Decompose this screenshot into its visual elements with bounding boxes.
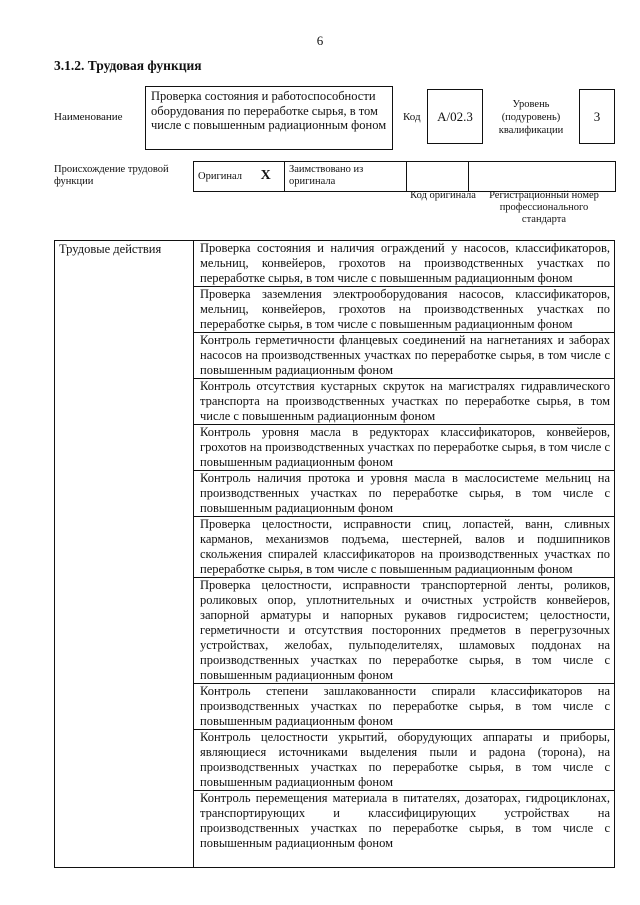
- labor-action-item: Проверка целостности, исправности спиц, лопастей, ванн, сливных карманов, механизмов подъема, шестерней, валов и подшипников скольжения спиралей классификаторов на производственных участках по переработке сырья, в том числе с повышенным радиационным фоном: [194, 517, 614, 578]
- labor-action-item: Контроль герметичности фланцевых соединений на нагнетаниях и заборах насосов на производственных участках по переработке сырья, в том числе с повышенным радиационным фоном: [194, 333, 614, 379]
- borrowed-label: Заимствовано из оригинала: [289, 164, 364, 187]
- level-label: Уровень (подуровень) квалификации: [498, 99, 564, 136]
- name-label: Наименование: [54, 111, 123, 123]
- labor-actions-list: [194, 241, 614, 867]
- page-number: 6: [316, 33, 324, 48]
- labor-action-item: Контроль степени зашлакованности спирали классификаторов на производственных участках по переработке сырья, в том числе с повышенным радиационным фоном: [194, 684, 614, 730]
- original-code-cell: [407, 162, 469, 192]
- labor-actions-table: [54, 240, 615, 868]
- code-value: А/02.3: [437, 108, 473, 124]
- labor-actions-label: Трудовые действия: [55, 241, 194, 867]
- code-caption: Код оригинала: [410, 190, 476, 201]
- original-label: Оригинал: [198, 171, 242, 182]
- labor-action-item: Проверка заземления электрооборудования насосов, классификаторов, мельниц, конвейеров, грохотов на производственных участках по переработке сырья, в том числе с повышенным радиационным фоном: [194, 287, 614, 333]
- original-mark: X: [260, 168, 271, 183]
- code-box: [427, 89, 483, 144]
- labor-action-item: Контроль уровня масла в редукторах классификаторов, конвейеров, грохотов на производственных участках по переработке сырья, в том числе с повышенным радиационным фоном: [194, 425, 614, 471]
- labor-action-item: Проверка состояния и наличия ограждений у насосов, классификаторов, мельниц, конвейеров, грохотов на производственных участках по переработке сырья, в том числе с повышенным радиационным фоном: [194, 241, 614, 287]
- level-value: 3: [593, 108, 601, 124]
- registration-caption: Регистрационный номер профессионального стандарта: [489, 190, 599, 225]
- code-label: Код: [403, 111, 421, 123]
- section-title: 3.1.2. Трудовая функция: [54, 58, 202, 73]
- labor-action-item: Проверка целостности, исправности транспортерной ленты, роликов, роликовых опор, уплотнительных и очистных устройств конвейеров, запорной арматуры и напорных рукавов гидросистем; целостности, герметичности и отсутствия посторонних предметов в перегрузочных устройствах, желобах, пульподелителях, шламовых поддонах на производственных участках по переработке сырья, в том числе с повышенным радиационным фоном: [194, 578, 614, 684]
- original-cell: [194, 162, 285, 192]
- labor-action-item: Контроль наличия протока и уровня масла в маслосистеме мельниц на производственных участках по переработке сырья, в том числе с повышенным радиационным фоном: [194, 471, 614, 517]
- labor-action-item: Контроль перемещения материала в питателях, дозаторах, гидроциклонах, транспортирующих и классифицирующих устройствах на производственных участках по переработке сырья, в том числе с повышенным радиационным фоном: [200, 791, 610, 850]
- function-name-box: [145, 86, 393, 150]
- registration-number-cell: [469, 162, 616, 192]
- labor-action-item: Контроль целостности укрытий, оборудующих аппараты и приборы, являющиеся источниками выделения пыли и радона (торона), на производственных участках по переработке сырья, в том числе с повышенным радиационным фоном: [194, 730, 614, 791]
- origin-table: [193, 161, 616, 192]
- labor-action-item: Контроль отсутствия кустарных скруток на магистралях гидравлического транспорта на производственных участках по переработке сырья, в том числе с повышенным радиационным фоном: [194, 379, 614, 425]
- level-box: [579, 89, 615, 144]
- function-name-value: Проверка состояния и работоспособности оборудования по переработке сырья, в том числе с повышенным радиационным фоном: [151, 89, 387, 132]
- borrowed-cell: [285, 162, 407, 192]
- origin-label: Происхождение трудовой функции: [54, 164, 169, 187]
